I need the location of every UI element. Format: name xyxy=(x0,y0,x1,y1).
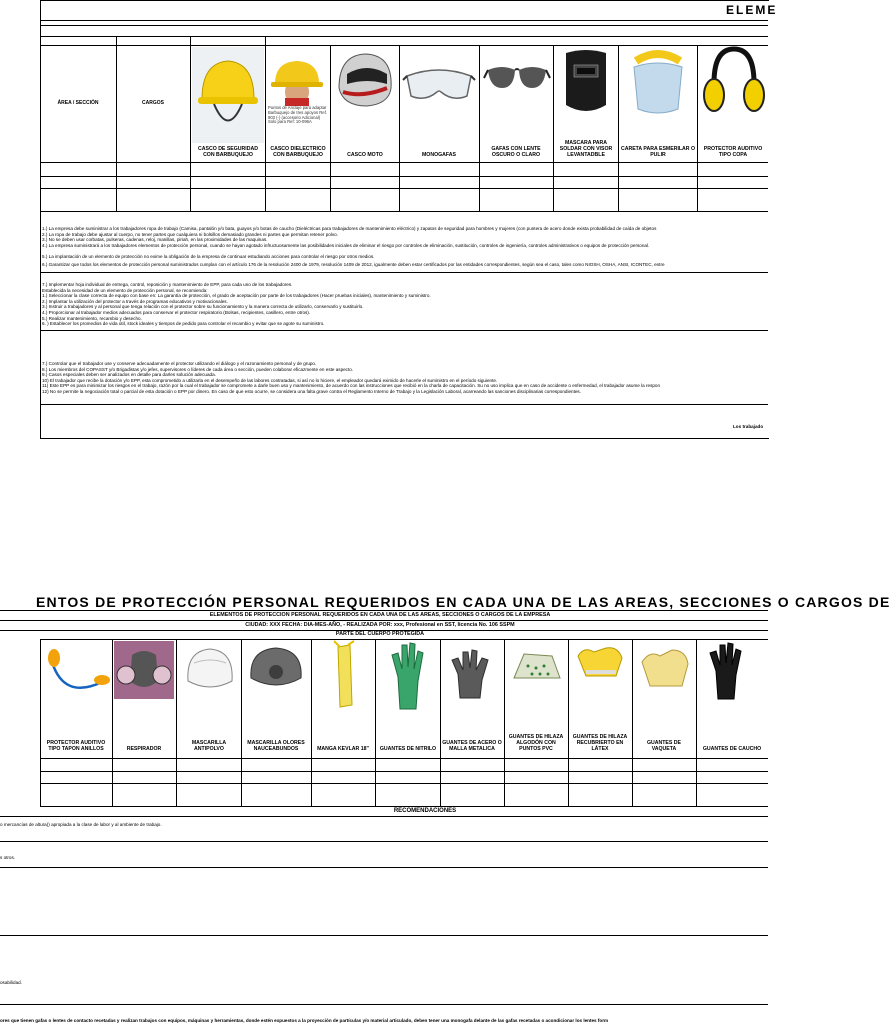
item-label-moto-helmet: CASCO MOTO xyxy=(347,152,383,158)
item-label-goggles: MONOGAFAS xyxy=(421,152,456,158)
bottom-frag-4: ores que tienen gafas o lentes de contacto recetadas y realizan trabajos con equipos, máquinas y herramientas, donde estén expuestos a la proyección de partículas y/o material articulado, deben tener una monogafa delante de las gafas recetadas o acondicionar los lentes form xyxy=(0,1018,609,1023)
note-c-2: 8.) Los miembros del COPASST y/o Brigadistas y/o jefes, supervisores o líderes de cada área o sección, pueden colaborar eficazmente en este aspecto. xyxy=(42,366,354,372)
dielectric-helmet-note: Puntos de Anclaje para adaptar Barbuquejo de tres apoyos Ref. 903 (-) (accesorio Adicional) Solo para Ref: 10-096A xyxy=(268,105,327,125)
item-label-glasses: GAFAS CON LENTE OSCURO O CLARO xyxy=(491,146,541,158)
rubber-glove-icon xyxy=(706,641,746,701)
note-c-4: 10) El trabajador que recibe la dotación y/o EPP, esta comprometido a utilizarla en el desempeño de las labores contratadas, si así no lo hiciere, el empleador quedará eximido de hacerle el suministro en el período siguiente. xyxy=(42,377,498,383)
item-label-rubber: GUANTES DE CAUCHO xyxy=(702,746,762,752)
cargos-header: CARGOS xyxy=(142,100,164,106)
item-label-earmuff: PROTECTOR AUDITIVO TIPO COPA xyxy=(703,146,763,158)
steel-mesh-glove-icon xyxy=(448,648,496,700)
note-a-1: 1.) La empresa debe suministrar a los trabajadores ropa de trabajo (Camisa, pantalón y/o bata, guayos y/o botas de caucho (Dieléctricas para trabajadores de mantenimiento eléctrico) y zapatos de seguridad para hombres y mujeres (con puntera de acero donde exista probabilidad de caída de objetos xyxy=(42,226,657,231)
item-label-kevlar: MANGA KEVLAR 18" xyxy=(317,746,369,752)
item-label-leather: GUANTES DE VAQUETA xyxy=(646,740,681,752)
earmuff-icon xyxy=(700,45,768,117)
note-b-8: 6. ) Establecer los promedios de vida útil, stock ideales y tiempos de pedido para controlar el recambio y evitar que se agote su suministro. xyxy=(42,321,325,327)
dust-mask-icon xyxy=(180,641,240,699)
glasses-icon xyxy=(482,56,552,100)
respirator-icon xyxy=(114,641,174,699)
item-label-dielectric-helmet: CASCO DIELECTRICO CON BARBUQUEJO xyxy=(270,146,326,158)
leather-glove-icon xyxy=(636,644,694,692)
top-footer: Los trabajado xyxy=(733,424,764,429)
bottom-title: ENTOS DE PROTECCIÓN PERSONAL REQUERIDOS EN CADA UNA DE LAS AREAS, SECCIONES O CARGOS DE xyxy=(36,594,891,610)
moto-helmet-icon xyxy=(333,48,397,112)
note-a-5: 5.) La implantación de un elemento de protección no exime la obligación de la empresa de continuar estudiando acciones para controlar el riesgo por otros medios. xyxy=(42,254,375,259)
top-title: ELEME xyxy=(726,3,778,17)
note-b-6: 4.) Proporcionar al trabajador medios adecuados para conservar el protector respiratorio (Bolsas, recipientes, casillero, entre otros). xyxy=(42,310,311,315)
bottom-subtitle-2: CIUDAD: XXX FECHA: DIA-MES-AÑO, - REALIZADA POR: xxx, Profesional en SST, licencia No. 106 SSPM xyxy=(245,622,515,628)
goggles-icon xyxy=(401,58,477,108)
bottom-subtitle-1: ELEMENTOS DE PROTECCION PERSONAL REQUERIDOS EN CADA UNA DE LAS AREAS, SECCIONES O CARGOS DE LA EMPRESA xyxy=(209,612,551,618)
bottom-frag-2: s otros. xyxy=(0,855,16,860)
note-b-5: 3.) Instruir a trabajadores y al personal que tenga relación con el protector sobre su funcionamiento y la manera correcta de utilizarlo, conservarlo y sustituirlo. xyxy=(42,304,364,310)
note-c-6: 12) No se permite la negociación total o parcial de esta dotación o EPP por dinero. En caso de que esto ocurre, se considera una falta grave contra el Reglamento Interno de Trabajo y la Legislación Laboral, acarreando las sanciones disciplinarias correspondientes. xyxy=(42,389,581,394)
welding-mask-icon xyxy=(560,47,612,117)
note-a-2: 2.) La ropa de trabajo debe ajustar al cuerpo, no tener partes que cualquiera ni bolsillos demasiado grandes ni partes que permitan retener polvo. xyxy=(42,231,338,237)
note-a-4: 4.) La empresa suministrará a los trabajadores elementos de protección personal, cuando se hayan agotado infructuosamente las posibilidades iniciales de eliminar el riesgo por controles de eliminación, sustitución, controles de ingeniería, controles administrativos o equipos de protección personal. xyxy=(42,242,650,248)
nitrile-glove-icon xyxy=(388,641,428,711)
item-label-latex: GUANTES DE HILAZA RECUBRIERTO EN LÁTEX xyxy=(572,734,628,752)
note-c-1: 7.) Controlar que el trabajador use y conserve adecuadamente el protector utilizando el diálogo y el razonamiento personal y de grupo. xyxy=(42,361,317,366)
note-a-3: 3.) No se deben usar corbatas, pulseras, cadenas, reloj, manillas, piriah, en las proximidades de las maquinas. xyxy=(42,237,268,243)
note-b-2: Establecida la necesidad de un elemento de protección personal, se recomienda: xyxy=(42,287,208,293)
kevlar-sleeve-icon xyxy=(330,641,360,711)
earplug-icon xyxy=(44,642,110,704)
latex-glove-icon xyxy=(572,642,628,682)
item-label-hard-hat: CASCO DE SEGURIDAD CON BARBUQUEJO xyxy=(198,146,258,158)
face-shield-icon xyxy=(620,47,695,117)
item-label-earplug: PROTECTOR AUDITIVO TIPO TAPON ANILLOS xyxy=(46,740,106,752)
note-b-1: 7.) Implementar hoja individual de entrega, control, reposición y mantenimiento de EPP, para cada uno de los trabajadores. xyxy=(42,282,293,287)
item-label-odor-mask: MASCARILLA OLORES NAUCEABUNDOS xyxy=(247,740,305,752)
hard-hat-icon xyxy=(192,47,264,143)
dotted-glove-icon xyxy=(508,648,564,688)
item-label-face-shield: CARETA PARA ESMERILAR O PULIR xyxy=(620,146,696,158)
note-c-5: 11) Este EPP es para minimizar los riesgos en el trabajo, razón por la cual el trabajador se compromete a darle buen uso y mantenimiento, de acuerdo con las instrucciones que recibió en la charla de capacitación. Su no uso implica que en caso de accidente o enfermedad, el trabajador asume la respon xyxy=(42,383,661,389)
recommendations-header: RECOMENDACIONES xyxy=(393,808,457,814)
item-label-dotted: GUANTES DE HILAZA ALGODÓN CON PUNTOS PVC xyxy=(508,734,564,752)
note-b-7: 5.) Realizar mantenimiento, recambio y desecho. xyxy=(42,315,142,321)
bottom-frag-1: o mercancías de altura)) apropiada a la clase de labor y al ambiente de trabajo. xyxy=(0,822,162,827)
note-a-6: 6.) Garantizar que todos los elementos de protección personal suministrados cumplan con el artículo 176 de la resolución 2400 de 1979, resolución 1409 de 2012, igualmente deben estar certificados por las entidades correspondientes, según sea el caso, tales como NIOSH, OSHA, ANSI, ICONTEC, entre xyxy=(42,262,665,267)
item-label-welding-mask: MASCARA PARA SOLDAR CON VISOR LEVANTADBLE xyxy=(559,140,613,158)
note-c-3: 9.) Casos especiales deben ser analizados en detalle para darles solución adecuada. xyxy=(42,372,216,378)
dielectric-helmet-icon xyxy=(267,58,327,106)
note-b-3: 1.) Seleccionar la clase correcta de equipo con base en: La garantía de protección, el grado de aceptación por parte de los trabajadores (Hacer pruebas iniciales), mantenimiento y suministro. xyxy=(42,293,431,299)
odor-mask-icon xyxy=(245,642,307,698)
bottom-frag-3: osabilidad. xyxy=(0,980,22,985)
item-label-steel: GUANTES DE ACERO O MALLA METALICA xyxy=(442,740,502,752)
item-label-nitrile: GUANTES DE NITRILO xyxy=(379,746,437,752)
area-header: ÁREA / SECCIÓN xyxy=(57,100,99,106)
bottom-subtitle-3: PARTE DEL CUERPO PROTEGIDA xyxy=(335,631,425,637)
item-label-respirator: RESPIRADOR xyxy=(126,746,162,752)
item-label-dust-mask: MASCARILLA ANTIPOLVO xyxy=(191,740,227,752)
note-b-4: 2.) Implantar la utilización del protector a través de programas educativos y motivacionales. xyxy=(42,298,228,304)
